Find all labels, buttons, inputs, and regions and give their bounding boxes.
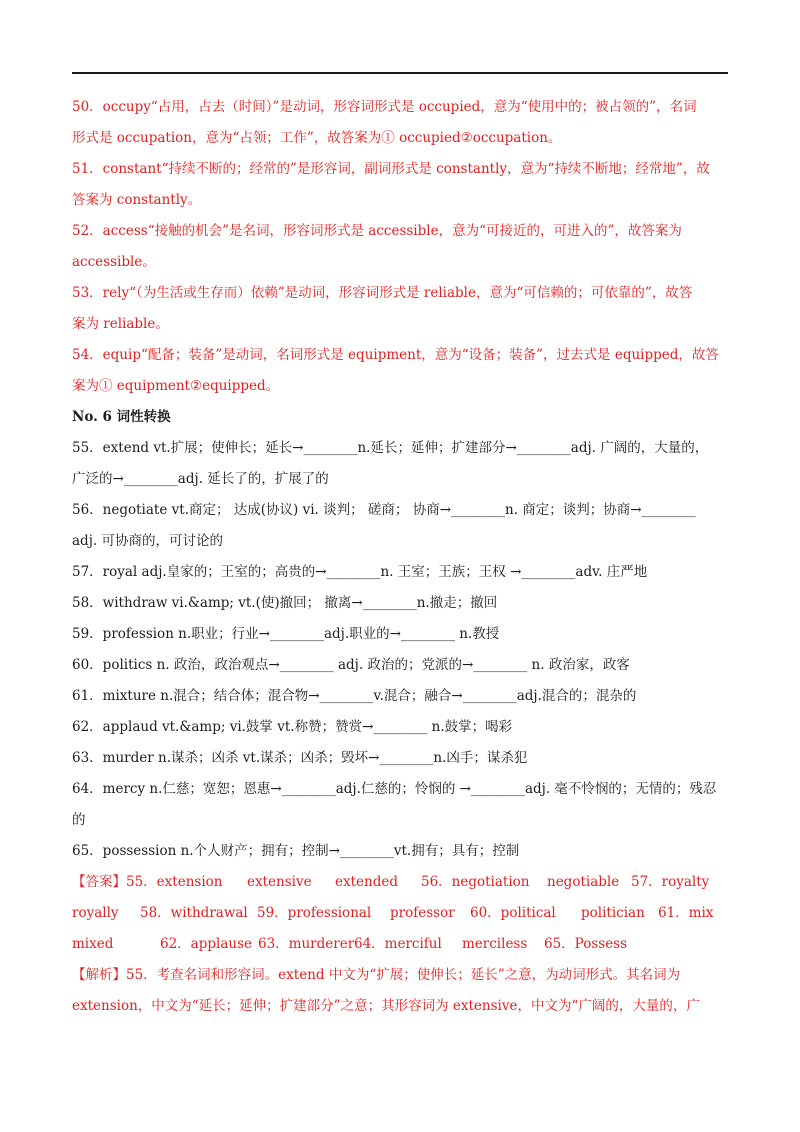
exercise-line: 55．extend vt.扩展；使伸长；延长→________n.延长；延伸；扩建部分→________adj. 广阔的，大量的， [72, 440, 709, 456]
exercise-line: 64．mercy n.仁慈；宽恕；恩惠→________adj.仁慈的；怜悯的 →________adj. 毫不怜悯的；无情的；残忍 [72, 781, 717, 797]
section-heading: No. 6 词性转换 [72, 409, 171, 425]
answer-key-cell: 62．applause [160, 936, 252, 952]
answer-item-54-line2: 案为① equipment②equipped。 [72, 378, 280, 394]
analysis-line-1: 【解析】55．考查名词和形容词。extend 中文为“扩展；使伸长；延长”之意，为动词形式。其名词为 [72, 967, 681, 983]
exercise-line: 63．murder n.谋杀；凶杀 vt.谋杀；凶杀；毁坏→________n.凶手；谋杀犯 [72, 750, 528, 766]
answer-key-cell: royally [72, 905, 119, 921]
answer-key-row-1 [72, 867, 732, 898]
answer-key-cell: professor [390, 905, 455, 921]
analysis-line-2: extension，中文为“延长；延伸；扩建部分”之意；其形容词为 extensive，中文为“广阔的，大量的，广 [72, 998, 700, 1014]
answer-key-cell: merciless [462, 936, 528, 952]
answer-key-row-2 [72, 898, 732, 929]
answer-item-50-line2: 形式是 occupation，意为“占领；工作”，故答案为① occupied②occupation。 [72, 130, 562, 146]
answer-item-52-line1: 52．access“接触的机会”是名词，形容词形式是 accessible，意为“可接近的，可进入的”，故答案为 [72, 223, 682, 239]
answer-key-cell: 65．Possess [544, 936, 628, 952]
answer-item-53-line1: 53．rely“（为生活或生存而）依赖”是动词，形容词形式是 reliable，意为“可信赖的；可依靠的”，故答 [72, 285, 693, 301]
answer-item-54-line1: 54．equip“配备；装备”是动词，名词形式是 equipment，意为“设备；装备”，过去式是 equipped，故答 [72, 347, 719, 363]
answer-key-cell: 57．royalty [631, 874, 710, 890]
answer-item-51-line1: 51．constant“持续不断的；经常的”是形容词，副词形式是 constantly，意为“持续不断地；经常地”，故 [72, 161, 710, 177]
exercise-line: 58．withdraw vi.&amp; vt.(使)撤回； 撤离→________n.撤走；撤回 [72, 595, 498, 611]
answer-key-cell: 【答案】55．extension [72, 874, 223, 890]
answer-key-cell: 64．merciful [354, 936, 442, 952]
answer-key-cell: extensive [247, 874, 312, 890]
exercise-line: 的 [72, 812, 86, 828]
exercise-line: 61．mixture n.混合；结合体；混合物→________v.混合；融合→________adj.混合的；混杂的 [72, 688, 637, 704]
exercise-line: 广泛的→________adj. 延长了的，扩展了的 [72, 471, 329, 487]
answer-key-cell: negotiable [547, 874, 620, 890]
answer-key-cell: 56．negotiation [421, 874, 530, 890]
exercise-line: 57．royal adj.皇家的；王室的；高贵的→________n. 王室；王族；王权 →________adv. 庄严地 [72, 564, 648, 580]
answer-item-51-line2: 答案为 constantly。 [72, 192, 202, 208]
answer-key-cell: 58．withdrawal [140, 905, 248, 921]
answer-key-cell: 59．professional [257, 905, 372, 921]
exercise-line: 56．negotiate vt.商定； 达成(协议) vi. 谈判； 磋商； 协商→________n. 商定；谈判；协商→________ [72, 502, 696, 518]
exercise-line: 60．politics n. 政治，政治观点→________ adj. 政治的；党派的→________ n. 政治家，政客 [72, 657, 630, 673]
document-body [72, 92, 732, 1022]
exercise-line: 59．profession n.职业；行业→________adj.职业的→________ n.教授 [72, 626, 500, 642]
answer-key-cell: 63．murderer [258, 936, 355, 952]
answer-key-cell: 60．political [470, 905, 556, 921]
answer-key-cell: mixed [72, 936, 114, 952]
answer-key-cell: extended [335, 874, 398, 890]
exercise-line: 65．possession n.个人财产；拥有；控制→________vt.拥有；具有；控制 [72, 843, 520, 859]
exercise-line: 62．applaud vt.&amp; vi.鼓掌 vt.称赞；赞赏→________ n.鼓掌；喝彩 [72, 719, 513, 735]
answer-item-53-line2: 案为 reliable。 [72, 316, 169, 332]
answer-key-cell: 61．mix [658, 905, 714, 921]
answer-key-cell: politician [581, 905, 645, 921]
answer-key-row-3 [72, 929, 732, 960]
answer-item-50-line1: 50．occupy“占用，占去（时间）”是动词，形容词形式是 occupied，意为“使用中的；被占领的”，名词 [72, 99, 697, 115]
answer-item-52-line2: accessible。 [72, 254, 156, 270]
header-rule [72, 72, 728, 74]
exercise-line: adj. 可协商的，可讨论的 [72, 533, 223, 549]
